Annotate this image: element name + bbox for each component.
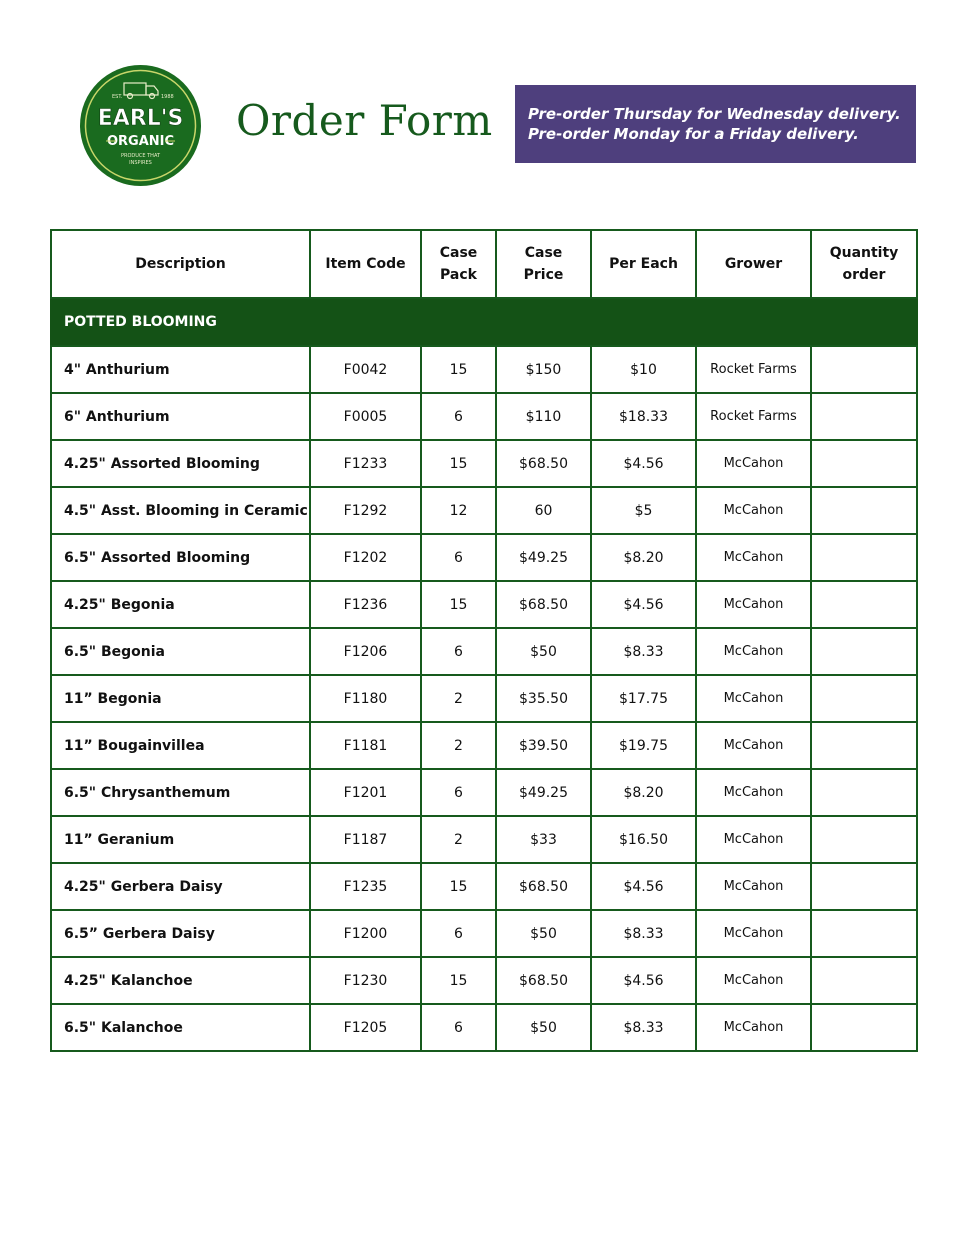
table-header-row <box>51 230 917 298</box>
logo-tagline-1: PRODUCE THAT <box>120 153 161 159</box>
column-header-case-pack: Case Pack <box>421 230 496 298</box>
cell-per-each: $4.56 <box>591 581 696 628</box>
cell-case-pack: 6 <box>421 1004 496 1051</box>
cell-description: 4.25" Gerbera Daisy <box>51 863 310 910</box>
table-row <box>51 487 917 534</box>
column-header-quantity: Quantity order <box>811 230 917 298</box>
delivery-notice-banner <box>515 85 916 163</box>
quantity-order-cell[interactable] <box>811 440 917 487</box>
cell-item-code: F1235 <box>310 863 421 910</box>
table-row <box>51 581 917 628</box>
table-row <box>51 393 917 440</box>
cell-case-pack: 6 <box>421 534 496 581</box>
column-header-item-code: Item Code <box>310 230 421 298</box>
cell-per-each: $8.20 <box>591 769 696 816</box>
cell-grower: McCahon <box>696 487 811 534</box>
logo-graphic <box>80 65 201 186</box>
cell-description: 4.25" Assorted Blooming <box>51 440 310 487</box>
cell-grower: Rocket Farms <box>696 346 811 393</box>
cell-case-price: $49.25 <box>496 534 591 581</box>
cell-per-each: $8.33 <box>591 910 696 957</box>
cell-per-each: $17.75 <box>591 675 696 722</box>
cell-grower: McCahon <box>696 863 811 910</box>
cell-case-price: $50 <box>496 628 591 675</box>
cell-case-price: $50 <box>496 1004 591 1051</box>
quantity-order-cell[interactable] <box>811 863 917 910</box>
cell-description: 6.5” Gerbera Daisy <box>51 910 310 957</box>
cell-grower: McCahon <box>696 628 811 675</box>
cell-description: 4.5" Asst. Blooming in Ceramic <box>51 487 310 534</box>
cell-description: 6.5" Kalanchoe <box>51 1004 310 1051</box>
cell-case-price: $150 <box>496 346 591 393</box>
cell-description: 6" Anthurium <box>51 393 310 440</box>
table-row <box>51 534 917 581</box>
cell-case-pack: 12 <box>421 487 496 534</box>
cell-item-code: F1236 <box>310 581 421 628</box>
quantity-order-cell[interactable] <box>811 816 917 863</box>
cell-case-price: $110 <box>496 393 591 440</box>
cell-per-each: $5 <box>591 487 696 534</box>
cell-case-price: $68.50 <box>496 863 591 910</box>
table-row <box>51 957 917 1004</box>
logo-est: EST. <box>112 94 123 100</box>
table-row <box>51 440 917 487</box>
page-title: Order Form <box>236 96 493 145</box>
cell-grower: McCahon <box>696 1004 811 1051</box>
cell-case-pack: 15 <box>421 581 496 628</box>
cell-item-code: F1187 <box>310 816 421 863</box>
cell-description: 6.5" Chrysanthemum <box>51 769 310 816</box>
cell-case-price: $68.50 <box>496 440 591 487</box>
table-row <box>51 628 917 675</box>
quantity-order-cell[interactable] <box>811 581 917 628</box>
cell-description: 4.25" Begonia <box>51 581 310 628</box>
cell-grower: McCahon <box>696 910 811 957</box>
cell-description: 4" Anthurium <box>51 346 310 393</box>
cell-item-code: F1202 <box>310 534 421 581</box>
quantity-order-cell[interactable] <box>811 722 917 769</box>
cell-per-each: $4.56 <box>591 957 696 1004</box>
cell-case-pack: 6 <box>421 769 496 816</box>
cell-grower: McCahon <box>696 816 811 863</box>
cell-grower: Rocket Farms <box>696 393 811 440</box>
cell-item-code: F1180 <box>310 675 421 722</box>
cell-description: 11” Geranium <box>51 816 310 863</box>
cell-item-code: F1205 <box>310 1004 421 1051</box>
order-table <box>50 229 918 1052</box>
cell-case-pack: 6 <box>421 628 496 675</box>
column-header-description: Description <box>51 230 310 298</box>
cell-item-code: F1230 <box>310 957 421 1004</box>
cell-per-each: $4.56 <box>591 863 696 910</box>
quantity-order-cell[interactable] <box>811 910 917 957</box>
cell-per-each: $8.20 <box>591 534 696 581</box>
cell-case-pack: 2 <box>421 816 496 863</box>
table-row <box>51 675 917 722</box>
section-title: POTTED BLOOMING <box>51 298 917 346</box>
cell-description: 11” Begonia <box>51 675 310 722</box>
cell-item-code: F1292 <box>310 487 421 534</box>
table-row <box>51 769 917 816</box>
cell-grower: McCahon <box>696 675 811 722</box>
cell-grower: McCahon <box>696 722 811 769</box>
column-header-per-each: Per Each <box>591 230 696 298</box>
cell-per-each: $16.50 <box>591 816 696 863</box>
quantity-order-cell[interactable] <box>811 346 917 393</box>
cell-case-price: $50 <box>496 910 591 957</box>
cell-per-each: $19.75 <box>591 722 696 769</box>
cell-per-each: $18.33 <box>591 393 696 440</box>
table-row <box>51 910 917 957</box>
quantity-order-cell[interactable] <box>811 487 917 534</box>
cell-grower: McCahon <box>696 534 811 581</box>
cell-case-price: $49.25 <box>496 769 591 816</box>
cell-case-pack: 2 <box>421 675 496 722</box>
cell-per-each: $4.56 <box>591 440 696 487</box>
cell-case-pack: 15 <box>421 346 496 393</box>
table-row <box>51 722 917 769</box>
cell-per-each: $10 <box>591 346 696 393</box>
cell-item-code: F1201 <box>310 769 421 816</box>
cell-description: 11” Bougainvillea <box>51 722 310 769</box>
delivery-notice-line-1: Pre-order Thursday for Wednesday delivery. <box>528 105 901 123</box>
cell-description: 6.5" Begonia <box>51 628 310 675</box>
cell-case-pack: 15 <box>421 440 496 487</box>
cell-grower: McCahon <box>696 769 811 816</box>
quantity-order-cell[interactable] <box>811 534 917 581</box>
cell-item-code: F1181 <box>310 722 421 769</box>
cell-case-pack: 2 <box>421 722 496 769</box>
cell-per-each: $8.33 <box>591 628 696 675</box>
quantity-order-cell[interactable] <box>811 769 917 816</box>
cell-item-code: F1206 <box>310 628 421 675</box>
quantity-order-cell[interactable] <box>811 393 917 440</box>
cell-grower: McCahon <box>696 581 811 628</box>
section-row <box>51 298 917 346</box>
cell-case-pack: 6 <box>421 910 496 957</box>
logo-sub: ORGANIC <box>106 134 175 149</box>
quantity-order-cell[interactable] <box>811 675 917 722</box>
cell-case-price: $35.50 <box>496 675 591 722</box>
cell-case-price: $33 <box>496 816 591 863</box>
cell-case-price: $39.50 <box>496 722 591 769</box>
cell-description: 4.25" Kalanchoe <box>51 957 310 1004</box>
table-row <box>51 1004 917 1051</box>
cell-case-price: $68.50 <box>496 581 591 628</box>
cell-item-code: F1233 <box>310 440 421 487</box>
logo-tagline-2: INSPIRES <box>129 160 152 166</box>
cell-per-each: $8.33 <box>591 1004 696 1051</box>
cell-item-code: F1200 <box>310 910 421 957</box>
cell-case-pack: 15 <box>421 863 496 910</box>
logo-year: 1988 <box>161 94 174 100</box>
column-header-case-price: Case Price <box>496 230 591 298</box>
quantity-order-cell[interactable] <box>811 628 917 675</box>
table-row <box>51 346 917 393</box>
quantity-order-cell[interactable] <box>811 1004 917 1051</box>
cell-case-pack: 15 <box>421 957 496 1004</box>
cell-case-pack: 6 <box>421 393 496 440</box>
cell-item-code: F0005 <box>310 393 421 440</box>
delivery-notice-line-2: Pre-order Monday for a Friday delivery. <box>528 125 859 143</box>
cell-grower: McCahon <box>696 957 811 1004</box>
column-header-grower: Grower <box>696 230 811 298</box>
quantity-order-cell[interactable] <box>811 957 917 1004</box>
cell-case-price: 60 <box>496 487 591 534</box>
cell-grower: McCahon <box>696 440 811 487</box>
earls-organic-logo <box>80 65 201 186</box>
cell-description: 6.5" Assorted Blooming <box>51 534 310 581</box>
table-row <box>51 863 917 910</box>
logo-name: EARL'S <box>97 106 184 131</box>
cell-case-price: $68.50 <box>496 957 591 1004</box>
cell-item-code: F0042 <box>310 346 421 393</box>
table-row <box>51 816 917 863</box>
